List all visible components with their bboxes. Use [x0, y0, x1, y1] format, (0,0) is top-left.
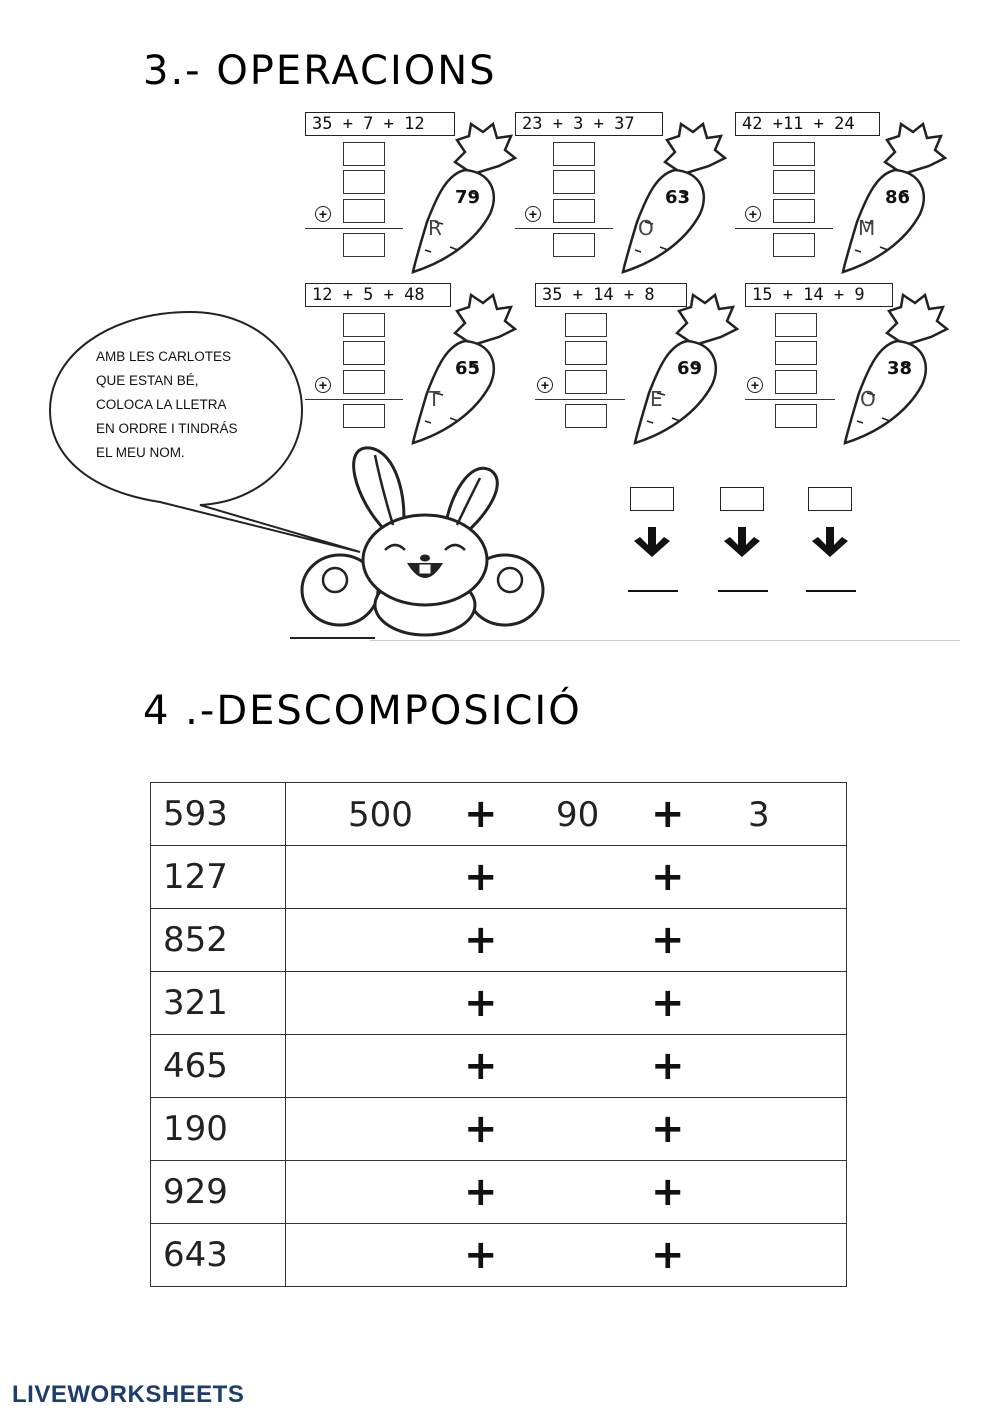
bubble-line: QUE ESTAN BÉ,: [96, 373, 199, 388]
sum-line: [745, 399, 835, 400]
decomposition-table: [150, 782, 847, 1287]
carrot-letter: E: [650, 387, 663, 411]
sum-answer-box[interactable]: [775, 404, 817, 428]
number-cell: 593: [151, 783, 286, 846]
name-letter-slot-1[interactable]: [630, 487, 674, 511]
name-letter-blank-1[interactable]: [628, 590, 678, 592]
plus-sign: +: [464, 1106, 498, 1152]
addend-box[interactable]: [553, 170, 595, 194]
addend-box[interactable]: [343, 170, 385, 194]
number-cell: 643: [151, 1224, 286, 1287]
addend-box[interactable]: [343, 199, 385, 223]
table-row: [151, 1224, 847, 1287]
number-cell: 190: [151, 1098, 286, 1161]
sum-answer-box[interactable]: [773, 233, 815, 257]
section-3-title: 3.- OPERACIONS: [143, 48, 497, 94]
addend-box[interactable]: [775, 313, 817, 337]
carrot-number: 65: [455, 358, 481, 379]
liveworksheets-logo: LIVEWORKSHEETS: [12, 1381, 245, 1408]
carrot-number: 38: [887, 358, 913, 379]
arrow-down-icon: [634, 527, 670, 557]
decomposition-cell[interactable]: [286, 1161, 847, 1224]
sum-answer-box[interactable]: [565, 404, 607, 428]
sum-line: [735, 228, 833, 229]
bunny-illustration: [285, 440, 570, 645]
addend-box[interactable]: [553, 199, 595, 223]
plus-sign: +: [651, 980, 685, 1026]
bubble-line: EN ORDRE I TINDRÁS: [96, 421, 238, 436]
addend-box[interactable]: [553, 142, 595, 166]
carrot-letter: O: [860, 387, 876, 411]
name-letter-blank-3[interactable]: [806, 590, 856, 592]
arrow-down-icon: [724, 527, 760, 557]
decomposition-cell[interactable]: [286, 1224, 847, 1287]
addend-box[interactable]: [565, 370, 607, 394]
name-letter-slot-2[interactable]: [720, 487, 764, 511]
units-value[interactable]: 3: [748, 795, 770, 835]
number-cell: 852: [151, 909, 286, 972]
addend-box[interactable]: [773, 142, 815, 166]
addend-box[interactable]: [565, 313, 607, 337]
decomposition-cell[interactable]: [286, 846, 847, 909]
plus-sign: +: [464, 791, 498, 837]
divider: [370, 640, 960, 641]
sum-answer-box[interactable]: [553, 233, 595, 257]
plus-circle-icon: +: [525, 206, 541, 222]
bubble-line: EL MEU NOM.: [96, 445, 185, 460]
bubble-line: COLOCA LA LLETRA: [96, 397, 227, 412]
number-cell: 465: [151, 1035, 286, 1098]
exercise-card: [515, 112, 730, 272]
addend-box[interactable]: [773, 170, 815, 194]
plus-sign: +: [651, 1043, 685, 1089]
tens-value[interactable]: 90: [556, 795, 600, 835]
carrot-letter: T: [428, 387, 441, 411]
carrot-number: 63: [665, 187, 691, 208]
plus-circle-icon: +: [537, 377, 553, 393]
decomposition-cell[interactable]: [286, 909, 847, 972]
sum-line: [305, 228, 403, 229]
plus-circle-icon: +: [745, 206, 761, 222]
carrot-number: 86: [885, 187, 911, 208]
exercise-card: [305, 112, 520, 272]
decomposition-cell[interactable]: [286, 1098, 847, 1161]
plus-sign: +: [464, 854, 498, 900]
name-letter-blank-2[interactable]: [718, 590, 768, 592]
section-4-title: 4 .-DESCOMPOSICIÓ: [143, 688, 582, 734]
table-row: [151, 1098, 847, 1161]
carrot-letter: R: [428, 216, 442, 240]
bubble-text: [96, 345, 276, 465]
table-row: [151, 972, 847, 1035]
plus-circle-icon: +: [315, 377, 331, 393]
carrot-letter: O: [638, 216, 654, 240]
sum-line: [535, 399, 625, 400]
plus-circle-icon: +: [747, 377, 763, 393]
expression-box: 12 + 5 + 48: [305, 283, 451, 307]
plus-sign: +: [651, 1169, 685, 1215]
carrot-letter: M: [858, 216, 876, 240]
arrow-down-icon: [812, 527, 848, 557]
table-row: [151, 1035, 847, 1098]
plus-circle-icon: +: [315, 206, 331, 222]
decomposition-cell[interactable]: [286, 783, 847, 846]
exercise-card: [735, 112, 950, 272]
plus-sign: +: [464, 1169, 498, 1215]
addend-box[interactable]: [775, 370, 817, 394]
exercise-card: [535, 283, 750, 443]
table-row: [151, 846, 847, 909]
plus-sign: +: [464, 980, 498, 1026]
number-cell: 321: [151, 972, 286, 1035]
plus-sign: +: [651, 1232, 685, 1278]
plus-sign: +: [651, 917, 685, 963]
table-row: [151, 783, 847, 846]
carrot-number: 69: [677, 358, 703, 379]
number-cell: 929: [151, 1161, 286, 1224]
expression-box: 42 +11 + 24: [735, 112, 880, 136]
addend-box[interactable]: [343, 142, 385, 166]
plus-sign: +: [464, 1043, 498, 1089]
addend-box[interactable]: [773, 199, 815, 223]
number-cell: 127: [151, 846, 286, 909]
plus-sign: +: [651, 1106, 685, 1152]
plus-sign: +: [651, 791, 685, 837]
sum-answer-box[interactable]: [343, 233, 385, 257]
bubble-line: AMB LES CARLOTES: [96, 349, 232, 364]
expression-box: 15 + 14 + 9: [745, 283, 893, 307]
decomposition-cell[interactable]: [286, 972, 847, 1035]
addend-box[interactable]: [775, 341, 817, 365]
decomposition-cell[interactable]: [286, 1035, 847, 1098]
expression-box: 35 + 7 + 12: [305, 112, 455, 136]
hundreds-value[interactable]: 500: [348, 795, 413, 835]
addend-box[interactable]: [565, 341, 607, 365]
table-row: [151, 1161, 847, 1224]
table-row: [151, 909, 847, 972]
carrot-number: 79: [455, 187, 481, 208]
expression-box: 35 + 14 + 8: [535, 283, 687, 307]
name-letter-slot-3[interactable]: [808, 487, 852, 511]
plus-sign: +: [464, 1232, 498, 1278]
plus-sign: +: [464, 917, 498, 963]
exercise-card: [745, 283, 960, 443]
arrow-down-icons: [630, 525, 860, 565]
plus-sign: +: [651, 854, 685, 900]
expression-box: 23 + 3 + 37: [515, 112, 663, 136]
sum-line: [515, 228, 613, 229]
